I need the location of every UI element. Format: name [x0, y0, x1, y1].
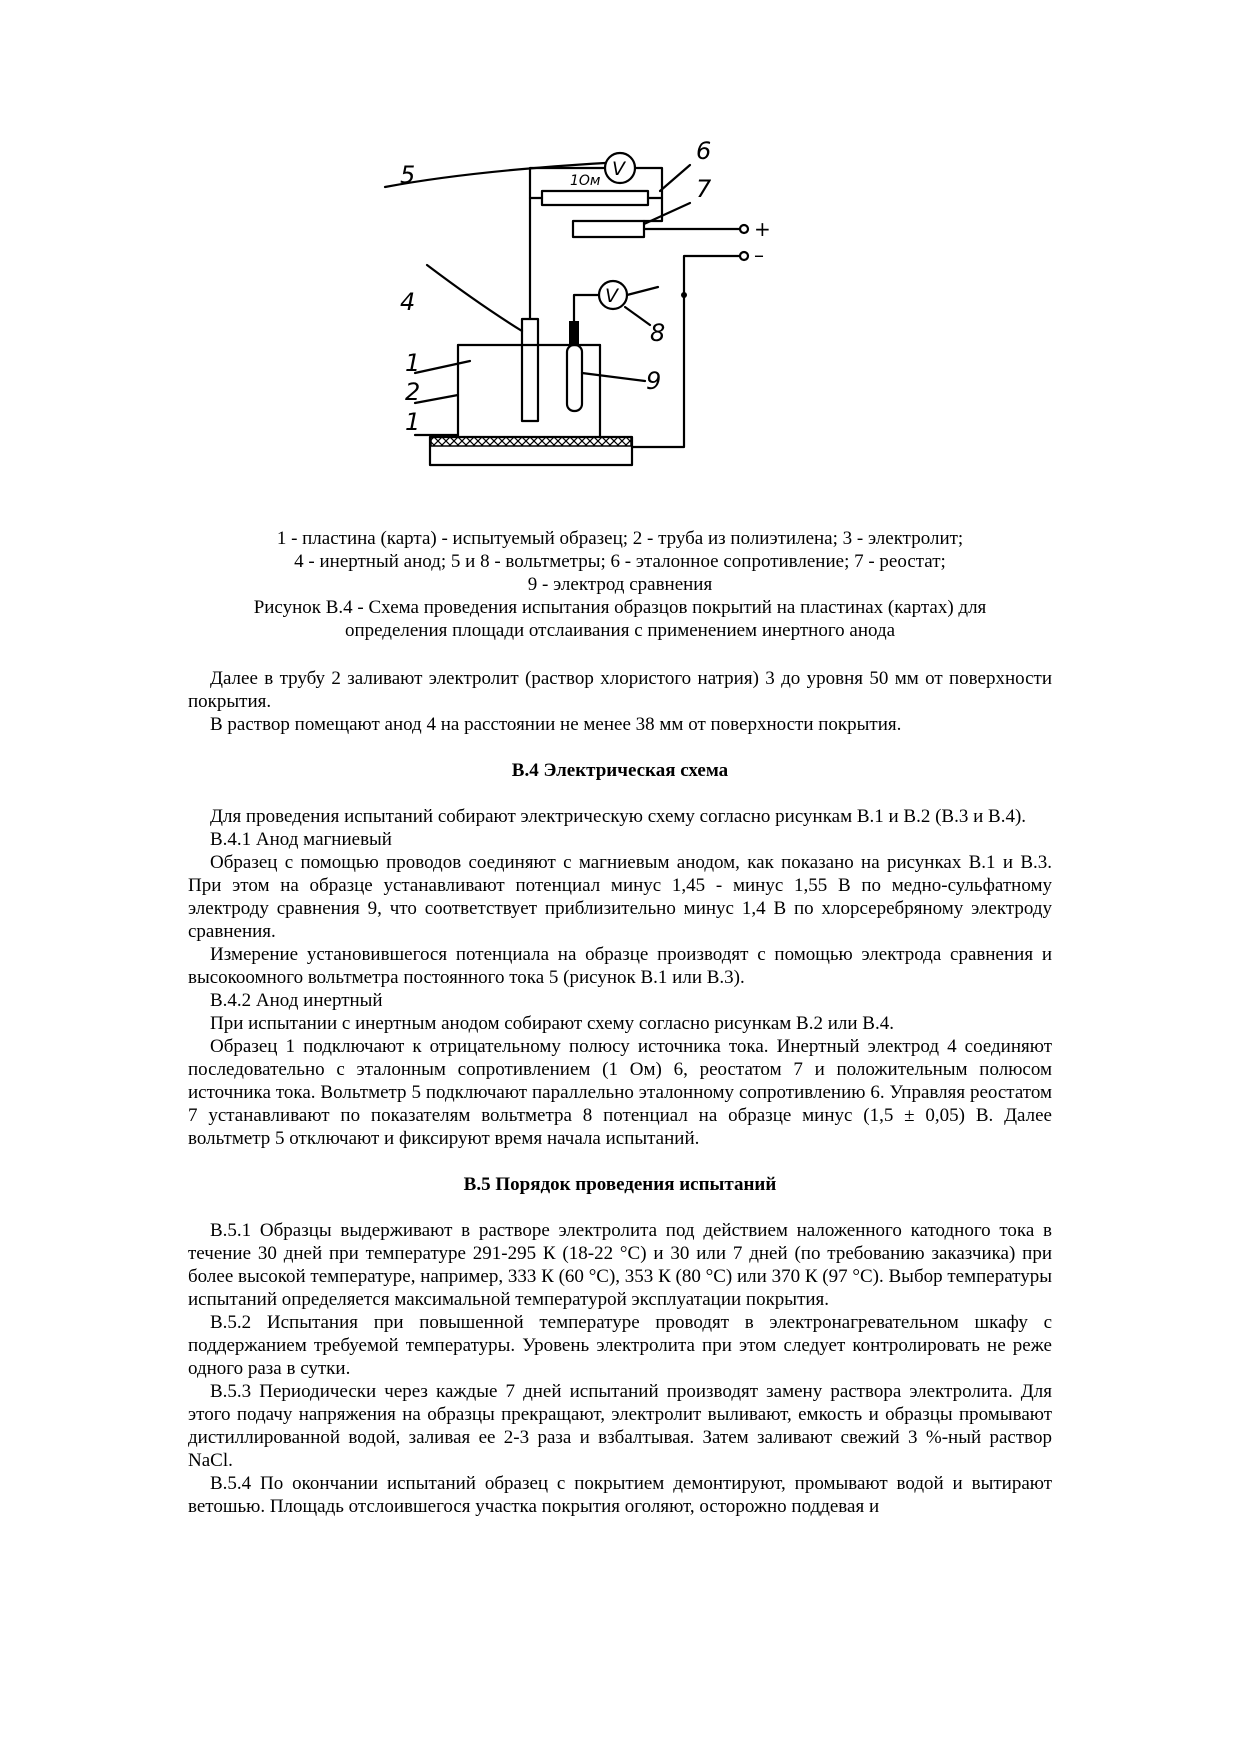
paragraph: Образец с помощью проводов соединяют с магниевым анодом, как показано на рисунках В.1 и В.3. При этом на образце устанавливают потенциал минус 1,45 - минус 1,55 В по медно-сульфатному электроду сравнения 9, что соответствует приблизительно минус 1,4 В по хлорсеребряному электроду сравнения.: [188, 852, 1052, 942]
leader-6: [660, 165, 690, 191]
leader-9: [582, 373, 645, 381]
minus-sign: –: [754, 243, 764, 267]
voltmeter-8-symbol: V: [605, 285, 618, 307]
callout-1-top: 1: [405, 349, 421, 377]
paragraph: В.5.1 Образцы выдерживают в растворе электролита под действием наложенного катодного тока в течение 30 дней при температуре 291-295 К (18-22 °С) и 30 или 7 дней (по требованию заказчика) при более высокой температуре, например, 333 К (60 °С), 353 К (80 °С) или 370 К (97 °С). Выбор температуры испытаний определяется максимальной температурой эксплуатации покрытия.: [188, 1220, 1052, 1310]
callout-9: 9: [646, 367, 662, 395]
leader-7: [644, 203, 690, 224]
subsection-heading: В.4.2 Анод инертный: [210, 990, 383, 1011]
document-body: [188, 667, 1052, 1518]
inert-anode-4: [522, 319, 538, 421]
callout-8: 8: [650, 319, 666, 347]
callout-1-bottom: 1: [405, 408, 421, 436]
paragraph: В.5.3 Периодически через каждые 7 дней испытаний производят замену раствора электролита. Для этого подачу напряжения на образцы прекращают, электролит выливают, емкость и образцы промывают дистиллированной водой, заливая ее 2-3 раза и взбалтывая. Затем заливают свежий 3 %-ный раствор NaCl.: [188, 1381, 1052, 1471]
paragraph: Для проведения испытаний собирают электрическую схему согласно рисункам В.1 и В.2 (В.3 и В.4).: [210, 806, 1027, 827]
reference-electrode-9: [567, 345, 582, 411]
leader-2: [415, 395, 458, 403]
figure-caption: [150, 527, 1090, 642]
wire-reference-electrode: [574, 295, 599, 321]
section-heading-b4: В.4 Электрическая схема: [511, 760, 729, 781]
rheostat-7: [573, 221, 644, 237]
voltmeter-5-symbol: V: [612, 158, 625, 180]
circuit-schematic: [400, 137, 830, 530]
leader-1-top: [415, 361, 470, 373]
subsection-heading: В.4.1 Анод магниевый: [210, 829, 392, 850]
legend-line-2: 4 - инертный анод; 5 и 8 - вольтметры; 6 - эталонное сопротивление; 7 - реостат;: [294, 551, 946, 572]
positive-terminal: [740, 225, 748, 233]
leader-4: [427, 265, 522, 331]
resistor-label: 1Ом: [570, 173, 601, 189]
callout-5: 5: [400, 161, 416, 189]
wire-negative-return: [632, 256, 740, 447]
paragraph: В раствор помещают анод 4 на расстоянии не менее 38 мм от поверхности покрытия.: [210, 714, 902, 735]
figure-title-line-1: Рисунок В.4 - Схема проведения испытания образцов покрытий на пластинах (картах) для: [253, 597, 987, 618]
polyethylene-tube-2: [458, 345, 600, 437]
callout-7: 7: [696, 175, 712, 203]
paragraph: При испытании с инертным анодом собирают схему согласно рисункам В.2 или В.4.: [210, 1013, 894, 1034]
paragraph: Образец 1 подключают к отрицательному полюсу источника тока. Инертный электрод 4 соединяют последовательно с эталонным сопротивлением (1 Ом) 6, реостатом 7 и положительным полюсом источника тока. Вольтметр 5 подключают параллельно эталонному сопротивлению 6. Управляя реостатом 7 устанавливают по показателям вольтметра 8 потенциал на образце минус (1,5 ± 0,05) В. Далее вольтметр 5 отключают и фиксируют время начала испытаний.: [188, 1036, 1052, 1149]
paragraph: Измерение установившегося потенциала на образце производят с помощью электрода сравнения и высокоомного вольтметра постоянного тока 5 (рисунок В.1 или В.3).: [188, 944, 1052, 988]
plus-sign: +: [754, 217, 771, 241]
test-setup-diagram: [400, 137, 830, 530]
paragraph: В.5.2 Испытания при повышенной температуре проводят в электронагревательном шкафу с поддержанием требуемой температуры. Уровень электролита при этом следует контролировать не реже одного раза в сутки.: [188, 1312, 1052, 1379]
leader-8: [625, 307, 650, 325]
reference-resistor-6: [542, 191, 648, 205]
junction-dot: [681, 292, 687, 298]
coating-layer: [431, 437, 631, 446]
legend-line-1: 1 - пластина (карта) - испытуемый образец; 2 - труба из полиэтилена; 3 - электролит;: [276, 528, 964, 549]
callout-2: 2: [405, 378, 421, 406]
callout-4: 4: [400, 288, 416, 316]
paragraph: Далее в трубу 2 заливают электролит (раствор хлористого натрия) 3 до уровня 50 мм от поверхности покрытия.: [188, 668, 1052, 712]
figure-title-line-2: определения площади отслаивания с применением инертного анода: [344, 620, 896, 641]
legend-line-3: 9 - электрод сравнения: [527, 574, 713, 595]
negative-terminal: [740, 252, 748, 260]
paragraph: В.5.4 По окончании испытаний образец с покрытием демонтируют, промывают водой и вытирают ветошью. Площадь отслоившегося участка покрытия оголяют, осторожно поддевая и: [188, 1473, 1052, 1517]
callout-6: 6: [696, 137, 712, 165]
electrode-cap: [569, 321, 579, 345]
wire-voltmeter-8-right: [627, 287, 658, 295]
section-heading-b5: В.5 Порядок проведения испытаний: [463, 1174, 777, 1195]
